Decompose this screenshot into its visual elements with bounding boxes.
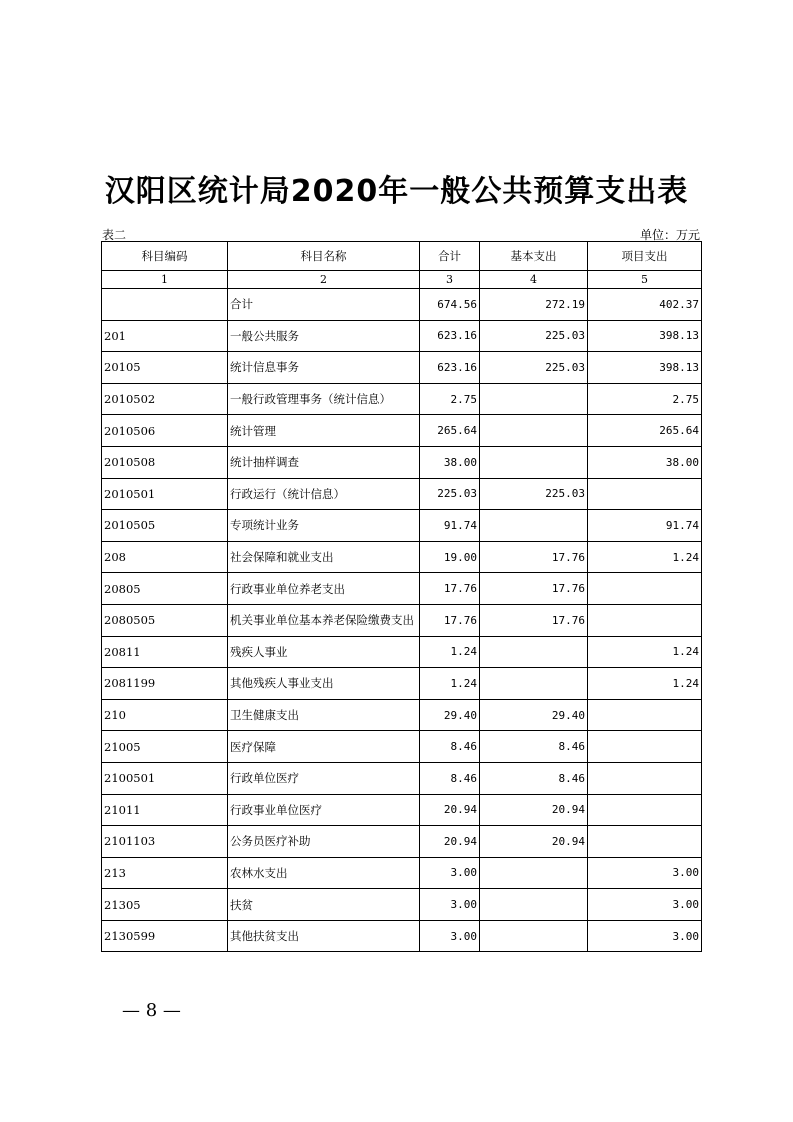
name-cell: 一般行政管理事务（统计信息） [228,383,420,415]
name-cell: 农林水支出 [228,857,420,889]
name-cell: 公务员医疗补助 [228,826,420,858]
header-project: 项目支出 [588,242,702,271]
table-row [102,699,702,731]
table-row [102,920,702,952]
project-cell [588,794,702,826]
code-cell: 2081199 [102,668,228,700]
table-row [102,636,702,668]
basic-cell: 20.94 [480,794,588,826]
project-cell: 3.00 [588,857,702,889]
name-cell: 统计信息事务 [228,352,420,384]
basic-cell [480,920,588,952]
project-cell: 402.37 [588,289,702,321]
name-cell: 医疗保障 [228,731,420,763]
basic-cell: 8.46 [480,762,588,794]
code-cell: 210 [102,699,228,731]
total-cell: 8.46 [420,731,480,763]
total-cell: 623.16 [420,320,480,352]
header-code: 科目编码 [102,242,228,271]
basic-cell [480,636,588,668]
project-cell: 3.00 [588,889,702,921]
total-cell: 8.46 [420,762,480,794]
basic-cell: 225.03 [480,478,588,510]
project-cell: 1.24 [588,636,702,668]
table-row [102,573,702,605]
basic-cell [480,510,588,542]
table-row [102,826,702,858]
name-cell: 合计 [228,289,420,321]
code-cell: 2010506 [102,415,228,447]
name-cell: 卫生健康支出 [228,699,420,731]
basic-cell: 20.94 [480,826,588,858]
project-cell: 1.24 [588,668,702,700]
project-cell: 2.75 [588,383,702,415]
index-2: 2 [228,271,420,289]
header-name: 科目名称 [228,242,420,271]
table-row [102,478,702,510]
table-row [102,289,702,321]
header-basic: 基本支出 [480,242,588,271]
total-cell: 91.74 [420,510,480,542]
project-cell: 91.74 [588,510,702,542]
total-cell: 20.94 [420,826,480,858]
name-cell: 行政运行（统计信息） [228,478,420,510]
table-row [102,320,702,352]
table-row [102,352,702,384]
total-cell: 3.00 [420,920,480,952]
table-row [102,762,702,794]
index-3: 3 [420,271,480,289]
name-cell: 社会保障和就业支出 [228,541,420,573]
name-cell: 机关事业单位基本养老保险缴费支出 [228,604,420,636]
total-cell: 623.16 [420,352,480,384]
total-cell: 225.03 [420,478,480,510]
table-row [102,446,702,478]
code-cell: 2010502 [102,383,228,415]
code-cell: 213 [102,857,228,889]
code-cell: 21005 [102,731,228,763]
column-index-row [102,271,702,289]
name-cell: 统计抽样调查 [228,446,420,478]
budget-table [101,241,702,952]
index-4: 4 [480,271,588,289]
table-number-label: 表二 [102,228,127,242]
total-cell: 265.64 [420,415,480,447]
project-cell [588,826,702,858]
basic-cell [480,889,588,921]
code-cell: 2080505 [102,604,228,636]
basic-cell [480,668,588,700]
name-cell: 统计管理 [228,415,420,447]
code-cell: 2101103 [102,826,228,858]
table-row [102,541,702,573]
index-1: 1 [102,271,228,289]
basic-cell [480,415,588,447]
basic-cell: 29.40 [480,699,588,731]
name-cell: 一般公共服务 [228,320,420,352]
project-cell: 3.00 [588,920,702,952]
name-cell: 其他残疾人事业支出 [228,668,420,700]
code-cell: 2010508 [102,446,228,478]
code-cell: 208 [102,541,228,573]
header-total: 合计 [420,242,480,271]
total-cell: 17.76 [420,573,480,605]
code-cell: 21011 [102,794,228,826]
basic-cell: 8.46 [480,731,588,763]
total-cell: 3.00 [420,857,480,889]
name-cell: 扶贫 [228,889,420,921]
table-row [102,415,702,447]
table-row [102,510,702,542]
table-header-row [102,242,702,271]
basic-cell: 17.76 [480,573,588,605]
unit-label: 单位：万元 [639,228,700,242]
code-cell: 20805 [102,573,228,605]
basic-cell [480,383,588,415]
project-cell: 265.64 [588,415,702,447]
code-cell: 2010505 [102,510,228,542]
code-cell: 21305 [102,889,228,921]
code-cell: 20811 [102,636,228,668]
document-title: 汉阳区统计局2020年一般公共预算支出表 [104,174,689,209]
project-cell [588,699,702,731]
basic-cell: 272.19 [480,289,588,321]
table-row [102,889,702,921]
total-cell: 20.94 [420,794,480,826]
total-cell: 674.56 [420,289,480,321]
page-number: — 8 — [122,1000,181,1021]
project-cell: 398.13 [588,352,702,384]
project-cell [588,762,702,794]
name-cell: 残疾人事业 [228,636,420,668]
basic-cell [480,446,588,478]
total-cell: 38.00 [420,446,480,478]
basic-cell: 225.03 [480,320,588,352]
project-cell [588,478,702,510]
project-cell: 398.13 [588,320,702,352]
table-body [102,289,702,952]
total-cell: 2.75 [420,383,480,415]
table-row [102,857,702,889]
code-cell: 2010501 [102,478,228,510]
total-cell: 3.00 [420,889,480,921]
total-cell: 1.24 [420,668,480,700]
name-cell: 行政单位医疗 [228,762,420,794]
basic-cell [480,857,588,889]
code-cell: 20105 [102,352,228,384]
project-cell [588,604,702,636]
table-row [102,668,702,700]
table-row [102,731,702,763]
code-cell: 2100501 [102,762,228,794]
total-cell: 19.00 [420,541,480,573]
table-row [102,383,702,415]
basic-cell: 225.03 [480,352,588,384]
table-row [102,794,702,826]
basic-cell: 17.76 [480,541,588,573]
name-cell: 专项统计业务 [228,510,420,542]
total-cell: 29.40 [420,699,480,731]
index-5: 5 [588,271,702,289]
project-cell: 1.24 [588,541,702,573]
table-row [102,604,702,636]
name-cell: 其他扶贫支出 [228,920,420,952]
project-cell [588,573,702,605]
code-cell: 201 [102,320,228,352]
total-cell: 1.24 [420,636,480,668]
project-cell [588,731,702,763]
code-cell: 2130599 [102,920,228,952]
project-cell: 38.00 [588,446,702,478]
total-cell: 17.76 [420,604,480,636]
code-cell [102,289,228,321]
name-cell: 行政事业单位养老支出 [228,573,420,605]
name-cell: 行政事业单位医疗 [228,794,420,826]
basic-cell: 17.76 [480,604,588,636]
